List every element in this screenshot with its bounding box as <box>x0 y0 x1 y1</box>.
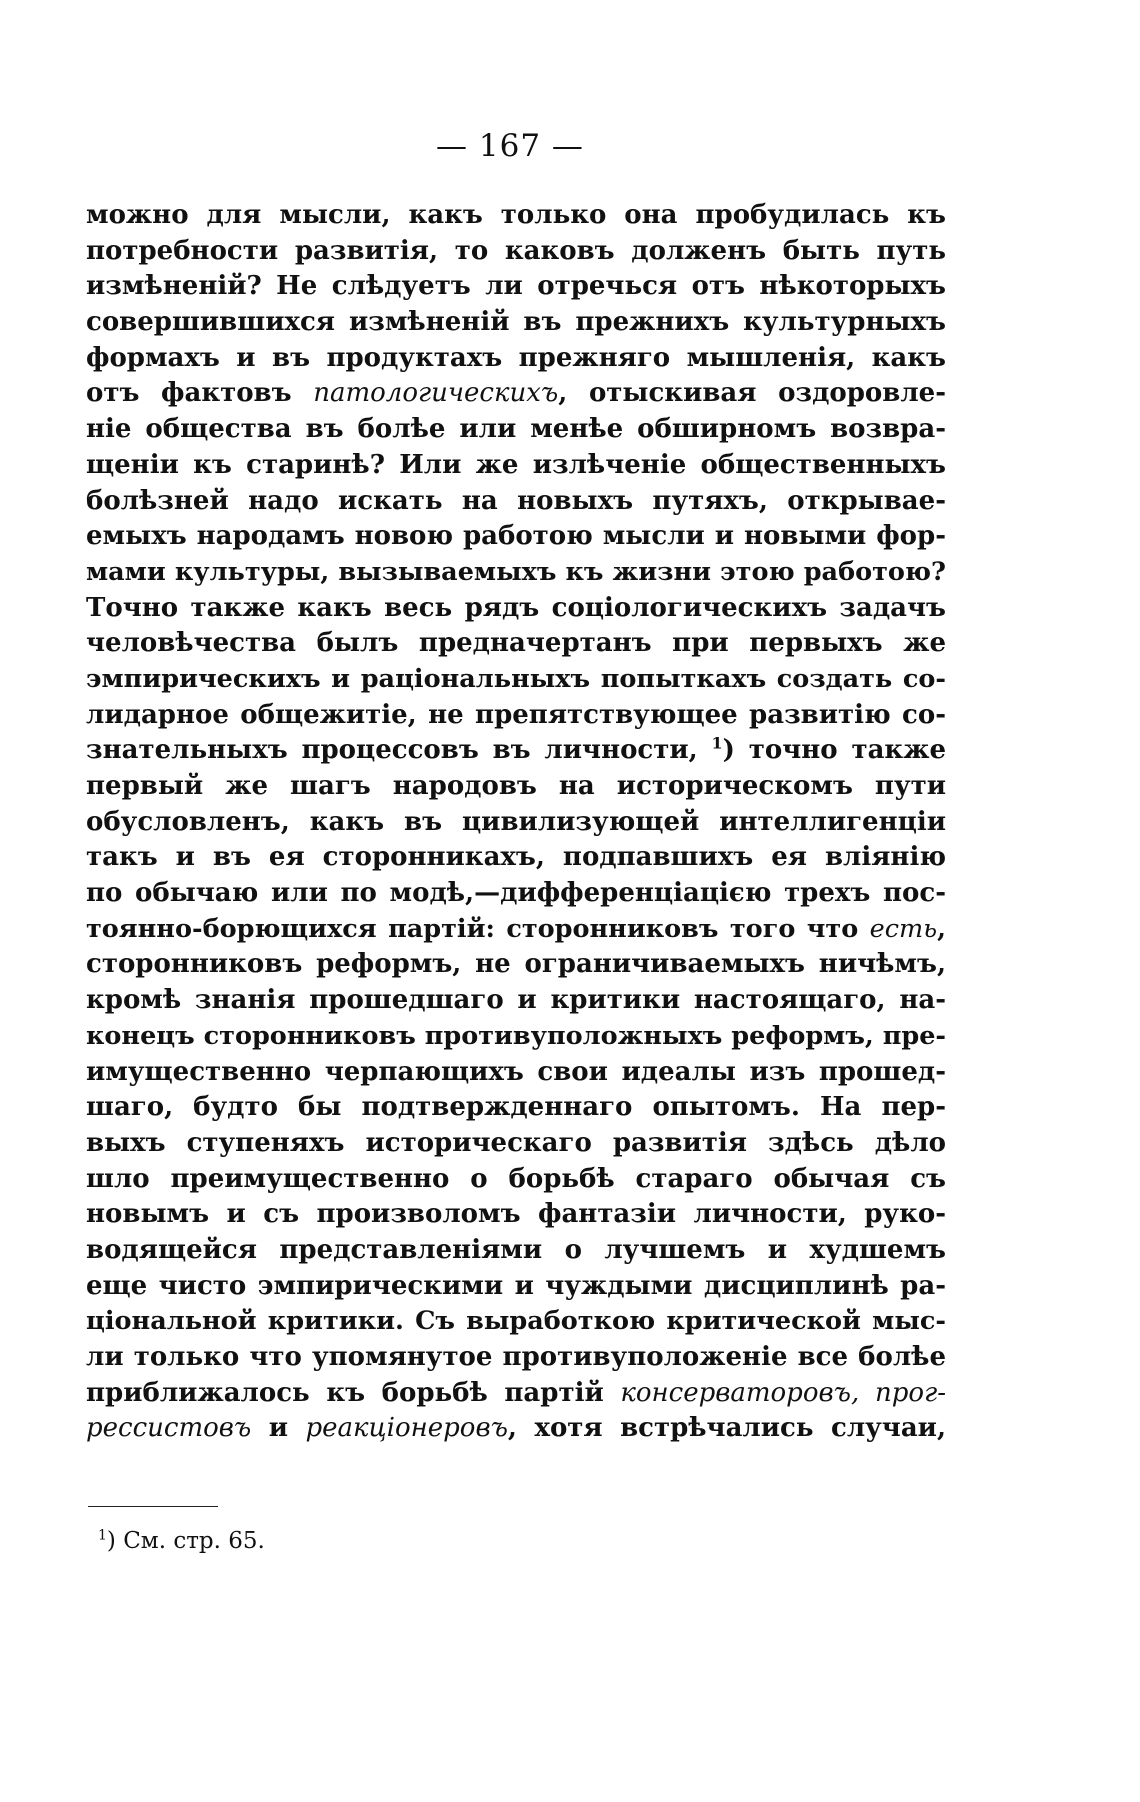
text-line <box>86 1269 946 1305</box>
text-segment: еще чисто эмпирическими и чуждыми дисциплинѣ ра- <box>86 1270 946 1301</box>
text-segment: конецъ сторонниковъ противуположныхъ реформъ, пре- <box>86 1020 946 1051</box>
text-segment: по обычаю или по модѣ,—дифференціацією трехъ пос- <box>86 878 946 909</box>
text-segment: емыхъ народамъ новою работою мысли и новыми фор- <box>86 521 946 552</box>
footnote <box>98 1528 265 1554</box>
text-line <box>86 1376 946 1412</box>
text-segment: эмпирическихъ и раціональныхъ попыткахъ создать со- <box>86 663 946 694</box>
text-line <box>86 769 946 805</box>
text-line <box>86 1304 946 1340</box>
text-line <box>86 341 946 377</box>
text-segment: такъ и въ ея сторонникахъ, подпавшихъ ея вліянію <box>86 842 946 873</box>
text-line <box>86 412 946 448</box>
text-segment: и <box>251 1413 306 1444</box>
text-segment: мами культуры, вызываемыхъ къ жизни этою работою? <box>86 556 946 587</box>
text-segment: совершившихся измѣненій въ прежнихъ культурныхъ <box>86 307 946 338</box>
text-segment: щеніи къ старинѣ? Или же излѣченіе общественныхъ <box>86 449 946 480</box>
text-segment: приближалось къ борьбѣ партій <box>86 1377 621 1408</box>
italic-text: патологическихъ <box>313 378 559 409</box>
footnote-reference: 1 <box>711 733 723 753</box>
text-line <box>86 305 946 341</box>
text-line <box>86 1019 946 1055</box>
text-segment: болѣзней надо искать на новыхъ путяхъ, открывае- <box>86 485 946 516</box>
text-line <box>86 519 946 555</box>
text-segment: лидарное общежитіе, не препятствующее развитію со- <box>86 699 946 730</box>
text-segment: можно для мысли, какъ только она пробудилась къ <box>86 200 946 230</box>
text-segment: измѣненій? Не слѣдуетъ ли отречься отъ нѣкоторыхъ <box>86 271 946 302</box>
text-segment: шаго, будто бы подтвержденнаго опытомъ. На пер- <box>86 1092 946 1123</box>
text-line <box>86 484 946 520</box>
text-line <box>86 448 946 484</box>
text-line <box>86 626 946 662</box>
text-segment: формахъ и въ продуктахъ прежняго мышленія, какъ <box>86 342 946 373</box>
text-segment: человѣчества былъ предначертанъ при первыхъ же <box>86 628 946 659</box>
text-segment: имущественно черпающихъ свои идеалы изъ прошед- <box>86 1056 946 1087</box>
text-line <box>86 1126 946 1162</box>
text-segment: первый же шагъ народовъ на историческомъ пути <box>86 771 946 801</box>
text-line <box>86 662 946 698</box>
footnote-text: ) См. стр. 65. <box>106 1528 265 1554</box>
text-segment: кромѣ знанія прошедшаго и критики настоящаго, на- <box>86 985 946 1016</box>
text-segment: шло преимущественно о борьбѣ стараго обычая съ <box>86 1163 946 1194</box>
italic-text: рессистовъ <box>86 1413 252 1444</box>
text-line <box>86 591 946 627</box>
text-line <box>86 1411 946 1447</box>
text-line <box>86 269 946 305</box>
text-line <box>86 1162 946 1198</box>
text-segment: сторонниковъ реформъ, не ограничиваемыхъ ничѣмъ, <box>86 949 946 980</box>
text-segment: Точно также какъ весь рядъ соціологическихъ задачъ <box>86 592 946 623</box>
text-line <box>86 1090 946 1126</box>
text-line <box>86 733 946 769</box>
text-line <box>86 983 946 1019</box>
text-segment: выхъ ступеняхъ историческаго развитія здѣсь дѣло <box>86 1127 946 1158</box>
text-line <box>86 912 946 948</box>
text-segment: ніе общества въ болѣе или менѣе обширномъ возвра- <box>86 414 946 445</box>
text-segment: ли только что упомянутое противуположеніе все болѣе <box>86 1342 946 1372</box>
page-number: — 167 — <box>436 128 584 164</box>
text-line <box>86 555 946 591</box>
text-line <box>86 376 946 412</box>
footnote-divider <box>88 1506 218 1507</box>
text-segment: , <box>937 913 946 944</box>
footnote-marker: 1 <box>98 1527 107 1544</box>
text-segment: потребности развитія, то каковъ долженъ быть путь <box>86 235 946 266</box>
text-line <box>86 698 946 734</box>
text-line <box>86 1197 946 1233</box>
text-segment: новымъ и съ произволомъ фантазіи личности, руко- <box>86 1199 946 1230</box>
text-segment: тоянно-борющихся партій: сторонниковъ того что <box>86 913 870 944</box>
text-segment: , отыскивая оздоровле- <box>558 378 946 409</box>
text-segment: ціональной критики. Съ выработкою критической мыс- <box>86 1306 946 1337</box>
text-line <box>86 1233 946 1269</box>
text-line <box>86 1340 946 1376</box>
text-line <box>86 198 946 234</box>
text-segment: водящейся представленіями о лучшемъ и худшемъ <box>86 1234 946 1265</box>
text-line <box>86 234 946 270</box>
text-line <box>86 947 946 983</box>
italic-text: есть <box>869 913 938 944</box>
text-line <box>86 876 946 912</box>
text-segment: отъ фактовъ <box>86 378 314 409</box>
text-line <box>86 840 946 876</box>
text-line <box>86 805 946 841</box>
text-segment: обусловленъ, какъ въ цивилизующей интеллигенціи <box>86 806 946 837</box>
text-segment: ) точно также <box>722 735 946 766</box>
text-line <box>86 1055 946 1091</box>
text-segment: знательныхъ процессовъ въ личности, <box>86 735 712 766</box>
italic-text: реакціонеровъ <box>305 1413 508 1444</box>
italic-text: консерваторовъ, прог- <box>620 1377 946 1408</box>
main-text <box>86 198 946 1447</box>
text-segment: , хотя встрѣчались случаи, <box>507 1413 947 1444</box>
